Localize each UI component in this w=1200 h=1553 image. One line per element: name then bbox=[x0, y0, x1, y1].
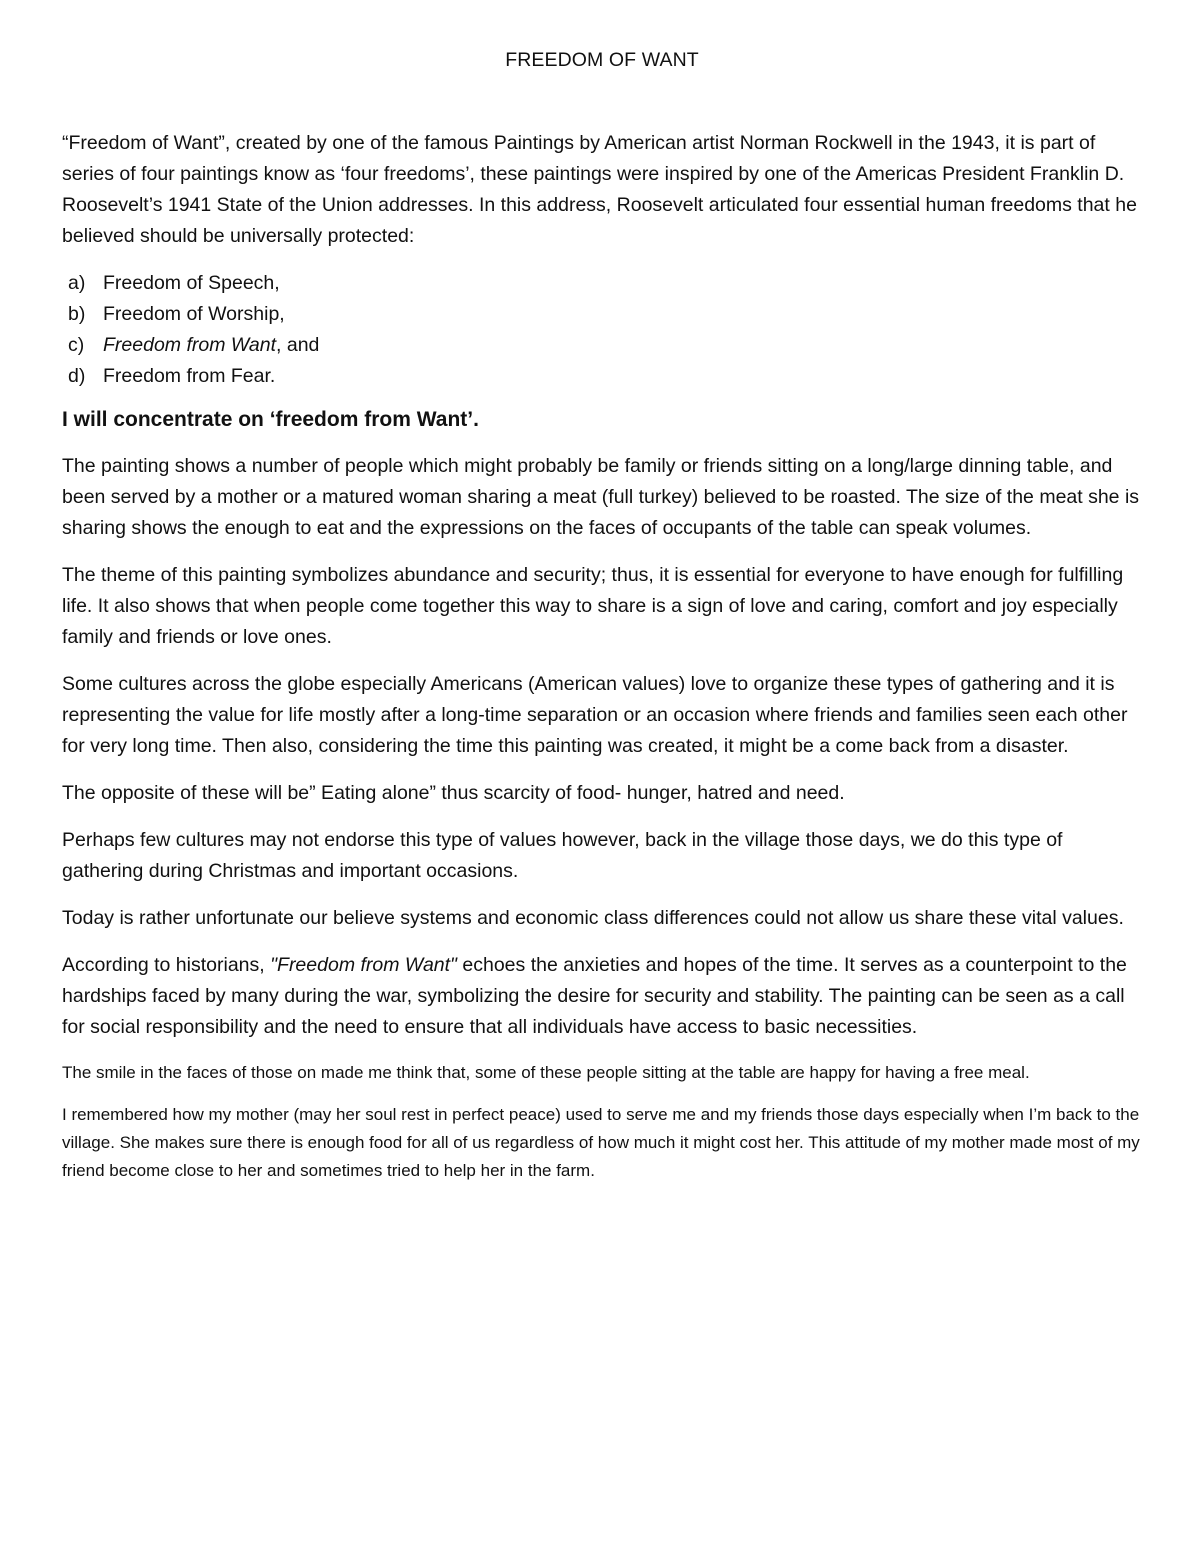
freedoms-list bbox=[62, 268, 1142, 392]
list-item bbox=[62, 330, 1142, 361]
section-heading: I will concentrate on ‘freedom from Want’. bbox=[62, 408, 479, 431]
historians-after: echoes the anxieties and hopes of the time. It serves as a counterpoint to the hardships faced by many during the war, symbolizing the desire for security and stability. The painting can be seen as a call for social responsibility and the need to ensure that all individuals have access to basic necessities. bbox=[62, 954, 1127, 1038]
historians-paragraph bbox=[62, 950, 1142, 1043]
list-item-italic: Freedom from Want bbox=[103, 334, 277, 356]
list-item-text: Freedom from Fear. bbox=[103, 365, 276, 387]
closing-paragraph: I remembered how my mother (may her soul rest in perfect peace) used to serve me and my friends those days especially when I’m back to the village. She makes sure there is enough food for all of us regardless of how much it might cost her. This attitude of my mother made most of my friend become close to her and sometimes tried to help her in the farm. bbox=[62, 1105, 1140, 1180]
document-page bbox=[62, 46, 1142, 1199]
body-paragraph: The opposite of these will be” Eating alone” thus scarcity of food- hunger, hatred and need. bbox=[62, 782, 845, 804]
list-marker: c) bbox=[68, 334, 85, 356]
list-item-rest: , and bbox=[276, 334, 320, 356]
body-paragraph: Perhaps few cultures may not endorse this type of values however, back in the village those days, we do this type of gathering during Christmas and important occasions. bbox=[62, 829, 1063, 882]
closing-paragraph: The smile in the faces of those on made me think that, some of these people sitting at the table are happy for having a free meal. bbox=[62, 1063, 1030, 1082]
list-item bbox=[62, 361, 1142, 392]
body-paragraph: Today is rather unfortunate our believe systems and economic class differences could not allow us share these vital values. bbox=[62, 907, 1124, 929]
intro-paragraph: “Freedom of Want”, created by one of the famous Paintings by American artist Norman Rockwell in the 1943, it is part of series of four paintings know as ‘four freedoms’, these paintings were inspired by one of the Americas President Franklin D. Roosevelt’s 1941 State of the Union addresses. In this address, Roosevelt articulated four essential human freedoms that he believed should be universally protected: bbox=[62, 132, 1137, 247]
historians-italic: "Freedom from Want" bbox=[270, 954, 457, 976]
list-item bbox=[62, 268, 1142, 299]
list-marker: b) bbox=[68, 303, 86, 325]
document-title: FREEDOM OF WANT bbox=[505, 49, 699, 71]
list-item bbox=[62, 299, 1142, 330]
body-paragraph: The theme of this painting symbolizes abundance and security; thus, it is essential for everyone to have enough for fulfilling life. It also shows that when people come together this way to share is a sign of love and caring, comfort and joy especially family and friends or love ones. bbox=[62, 564, 1124, 648]
list-marker: a) bbox=[68, 272, 86, 294]
list-marker: d) bbox=[68, 365, 86, 387]
list-item-text: Freedom of Worship, bbox=[103, 303, 285, 325]
historians-before: According to historians, bbox=[62, 954, 271, 976]
list-item-text bbox=[103, 330, 319, 361]
body-paragraph: Some cultures across the globe especially Americans (American values) love to organize these types of gathering and it is representing the value for life mostly after a long-time separation or an occasion where friends and families seen each other for very long time. Then also, considering the time this painting was created, it might be a come back from a disaster. bbox=[62, 673, 1128, 757]
list-item-text: Freedom of Speech, bbox=[103, 272, 280, 294]
body-paragraph: The painting shows a number of people which might probably be family or friends sitting on a long/large dinning table, and been served by a mother or a matured woman sharing a meat (full turkey) believed to be roasted. The size of the meat she is sharing shows the enough to eat and the expressions on the faces of occupants of the table can speak volumes. bbox=[62, 455, 1140, 539]
